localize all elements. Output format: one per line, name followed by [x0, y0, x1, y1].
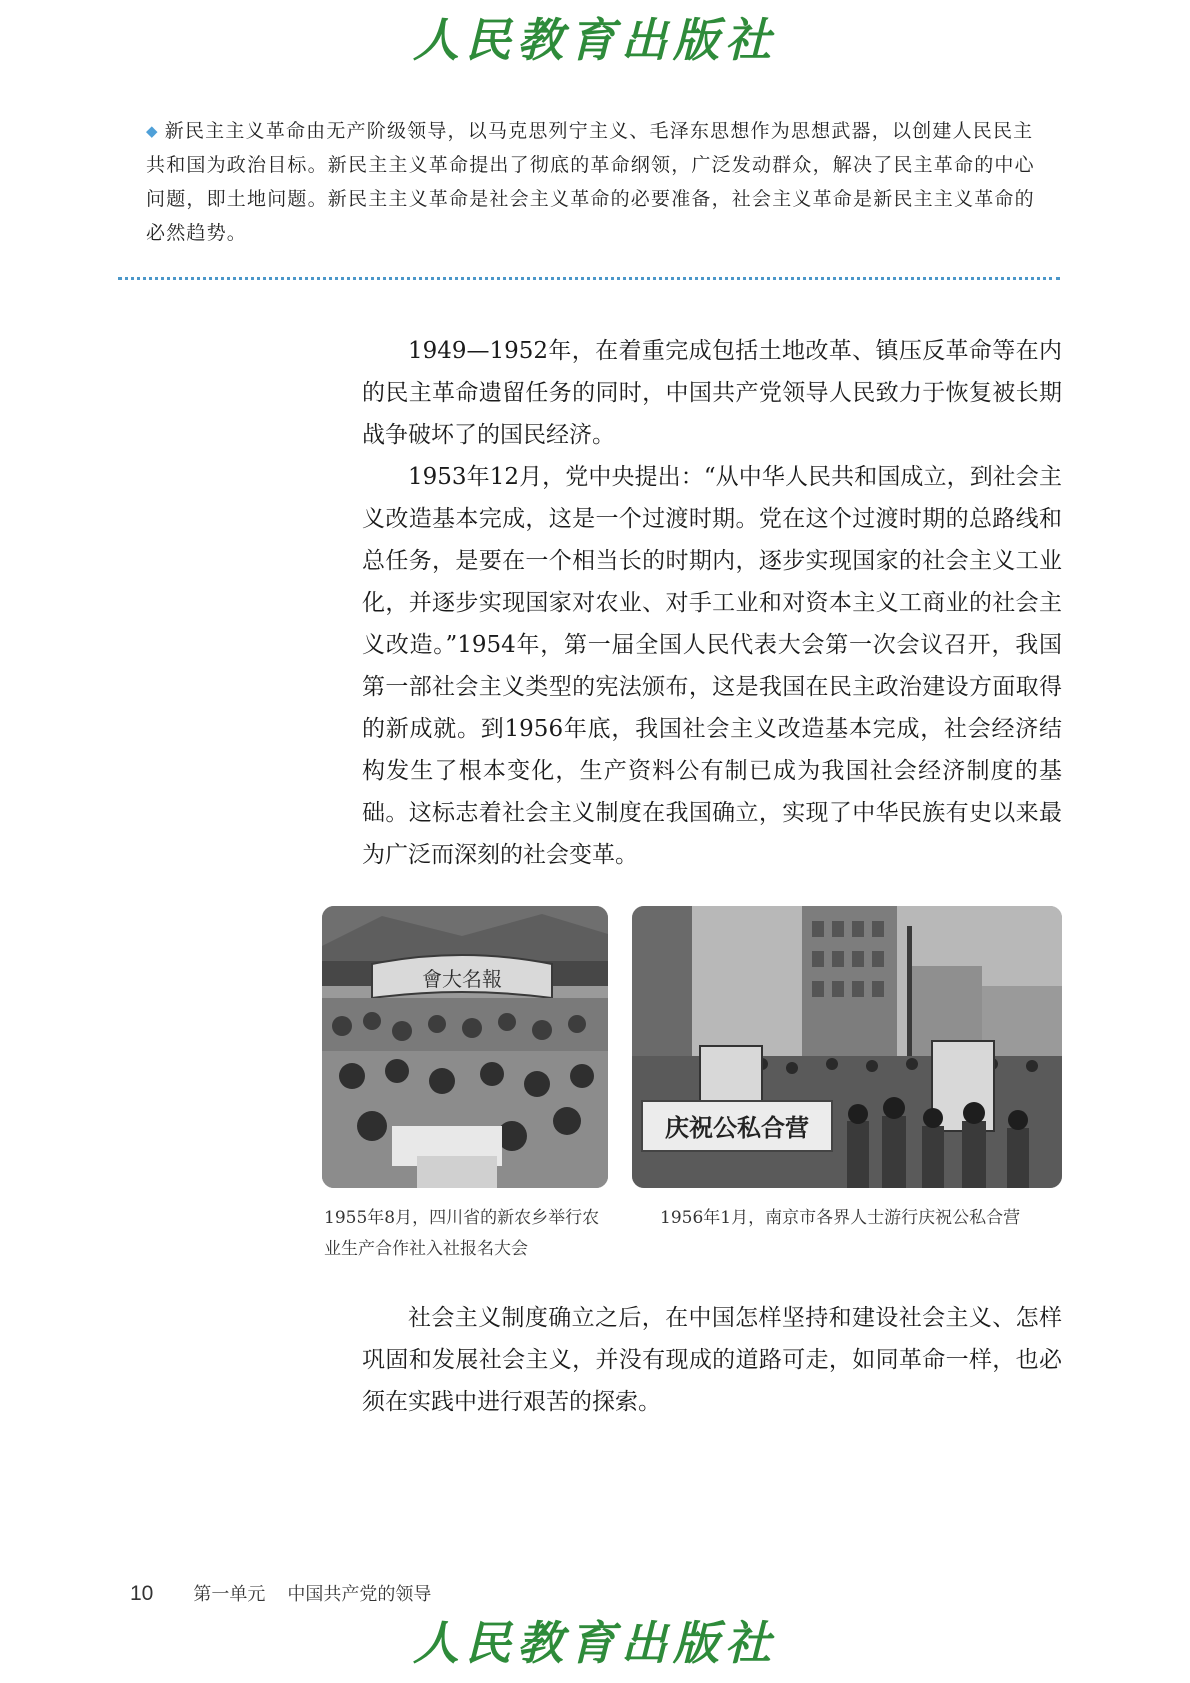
diamond-bullet-icon: ◆: [146, 122, 159, 140]
photo-enrollment-meeting: [322, 906, 608, 1188]
key-point-box: [146, 114, 1046, 250]
dotted-divider: [118, 277, 1060, 280]
main-body-text: [362, 330, 1062, 876]
paragraph-2: 1953年12月，党中央提出：“从中华人民共和国成立，到社会主义改造基本完成，这是一个过渡时期。党在这个过渡时期的总路线和总任务，是要在一个相当长的时期内，逐步实现国家的社会主义工业化，并逐步实现国家对农业、对手工业和对资本主义工商业的社会主义改造。”1954年，第一届全国人民代表大会第一次会议召开，我国第一部社会主义类型的宪法颁布，这是我国在民主政治建设方面取得的新成就。到1956年底，我国社会主义改造基本完成，社会经济结构发生了根本变化，生产资料公有制已成为我国社会经济制度的基础。这标志着社会主义制度在我国确立，实现了中华民族有史以来最为广泛而深刻的社会变革。: [362, 464, 1062, 868]
publisher-watermark-bottom: 人民教育出版社: [413, 1616, 777, 1670]
page-number: 10: [130, 1582, 154, 1605]
paragraph-closing: 社会主义制度确立之后，在中国怎样坚持和建设社会主义、怎样巩固和发展社会主义，并没有现成的道路可走，如同革命一样，也必须在实践中进行艰苦的探索。: [362, 1305, 1062, 1415]
paragraph-1: 1949—1952年，在着重完成包括土地改革、镇压反革命等在内的民主革命遗留任务的同时，中国共产党领导人民致力于恢复被长期战争破坏了的国民经济。: [362, 338, 1062, 448]
key-point-text: 新民主主义革命由无产阶级领导，以马克思列宁主义、毛泽东思想作为思想武器，以创建人民民主共和国为政治目标。新民主主义革命提出了彻底的革命纲领，广泛发动群众，解决了民主革命的中心问题，即土地问题。新民主主义革命是社会主义革命的必要准备，社会主义革命是新民主主义革命的必然趋势。: [146, 120, 1035, 244]
unit-title: 中国共产党的领导: [287, 1584, 432, 1605]
unit-label: 第一单元: [193, 1584, 266, 1605]
closing-body-text: [362, 1297, 1062, 1423]
photo-nanjing-parade: [632, 906, 1062, 1188]
photo1-banner-text: 會大名報: [422, 967, 502, 991]
caption-photo-2: 1956年1月，南京市各界人士游行庆祝公私合营: [660, 1208, 1021, 1228]
caption-photo-1: 1955年8月，四川省的新农乡举行农业生产合作社入社报名大会: [324, 1208, 600, 1259]
photo2-banner-text: 庆祝公私合营: [665, 1113, 809, 1142]
publisher-watermark-top: 人民教育出版社: [413, 13, 777, 67]
